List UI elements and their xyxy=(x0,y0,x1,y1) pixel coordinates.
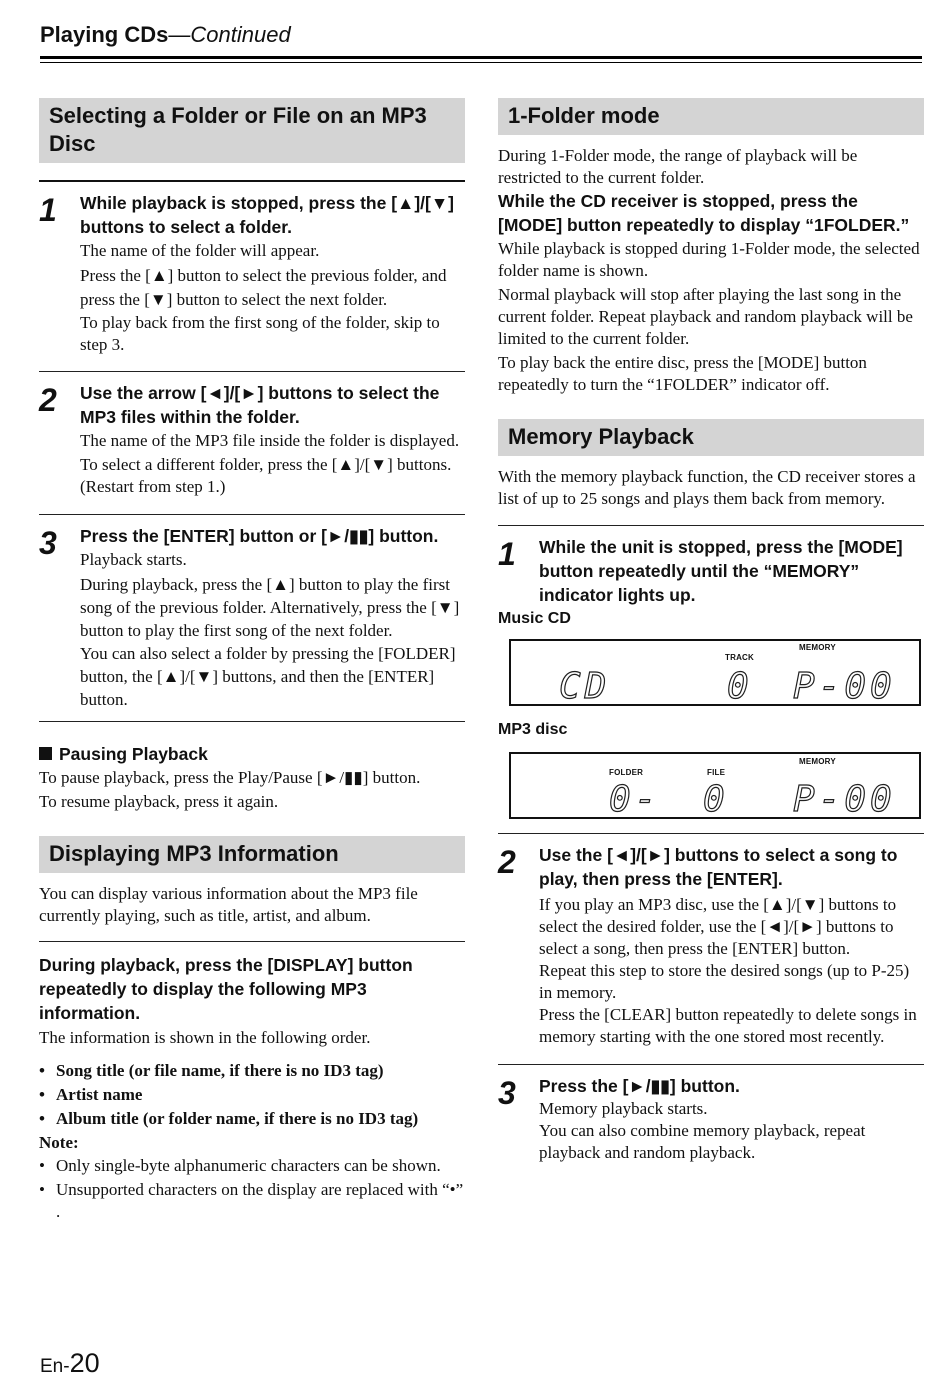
left-column xyxy=(39,98,465,1223)
list-item: • Artist name xyxy=(39,1083,465,1107)
section-title-display-mp3: Displaying MP3 Information xyxy=(39,836,465,873)
pausing-section xyxy=(39,742,465,813)
divider xyxy=(498,1064,924,1065)
step-number: 1 xyxy=(39,192,57,228)
instruction: During playback, press the [DISPLAY] button repeatedly to display the following MP3 information. xyxy=(39,955,413,1023)
page-header xyxy=(40,22,922,48)
pausing-text: To pause playback, press the Play/Pause [►/▮▮] button. xyxy=(39,768,421,787)
lcd-segment-memory: P-00 xyxy=(793,666,896,707)
step-text: During playback, press the [▲] button to play the first song of the previous folder. Alternatively, press the [▼] button to play the first song of the next folder. xyxy=(80,575,460,640)
paragraph: Normal playback will stop after playing the last song in the current folder. Repeat playback and random playback will be limited to the current folder. xyxy=(498,285,913,348)
step-heading: While playback is stopped, press the [▲]/[▼] buttons to select a folder. xyxy=(80,193,455,237)
note-item: • Unsupported characters on the display are replaced with “•” . xyxy=(39,1179,465,1223)
divider xyxy=(39,941,465,942)
step-1 xyxy=(39,191,465,356)
lcd-segment-track: 0 xyxy=(727,666,753,707)
paragraph: To play back the entire disc, press the [MODE] button repeatedly to turn the “1FOLDER” indicator off. xyxy=(498,353,867,394)
step-text: Memory playback starts. xyxy=(539,1099,708,1118)
pausing-text: To resume playback, press it again. xyxy=(39,792,279,811)
step-heading: Use the [◄]/[►] buttons to select a song to play, then press the [ENTER]. xyxy=(539,845,898,889)
step-2 xyxy=(39,381,465,498)
music-cd-label: Music CD xyxy=(498,610,571,627)
info-list xyxy=(39,1059,465,1131)
step-number: 2 xyxy=(498,844,516,880)
step-text: To select a different folder, press the [▲]/[▼] buttons. (Restart from step 1.) xyxy=(80,455,452,496)
section-intro: With the memory playback function, the CD receiver stores a list of up to 25 songs and plays them back from memory. xyxy=(498,467,916,508)
divider xyxy=(39,514,465,515)
note-label: Note: xyxy=(39,1133,79,1152)
step-text: If you play an MP3 disc, use the [▲]/[▼] buttons to select the desired folder, use the [◄]/[►] buttons to select a song, then press the [ENTER] button. xyxy=(539,895,897,958)
lcd-track-label: TRACK xyxy=(725,653,754,662)
step-text: The name of the MP3 file inside the folder is displayed. xyxy=(80,431,460,450)
lcd-segment-file: 0 xyxy=(703,779,729,820)
divider xyxy=(498,525,924,526)
step-number: 3 xyxy=(498,1075,516,1111)
step-text: Press the [▲] button to select the previous folder, and press the [▼] button to select the next folder. xyxy=(80,266,447,309)
memory-step-3 xyxy=(498,1074,924,1164)
list-item: • Song title (or file name, if there is no ID3 tag) xyxy=(39,1059,465,1083)
lcd-memory-label: MEMORY xyxy=(799,643,836,652)
lcd-segment-folder: 0- xyxy=(609,779,661,820)
page-prefix: En- xyxy=(40,1356,70,1375)
step-text: Playback starts. xyxy=(80,550,187,569)
order-text: The information is shown in the following order. xyxy=(39,1028,371,1047)
step-heading: Press the [ENTER] button or [►/▮▮] button. xyxy=(80,526,439,546)
list-item: • Album title (or folder name, if there is no ID3 tag) xyxy=(39,1107,465,1131)
step-heading: While the unit is stopped, press the [MODE] button repeatedly until the “MEMORY” indicator lights up. xyxy=(539,537,903,605)
lcd-display-mp3 xyxy=(509,752,921,819)
step-text: Press the [CLEAR] button repeatedly to delete songs in memory starting with the one stored most recently. xyxy=(539,1005,917,1046)
section-title-folder-mode: 1-Folder mode xyxy=(498,98,924,135)
step-text: The name of the folder will appear. xyxy=(80,241,320,260)
memory-step-2 xyxy=(498,843,924,1048)
lcd-display-cd xyxy=(509,639,921,706)
step-text: You can also select a folder by pressing the [FOLDER] button, the [▲]/[▼] buttons, and then the [ENTER] button. xyxy=(80,644,456,709)
step-text: Repeat this step to store the desired songs (up to P-25) in memory. xyxy=(539,961,910,1002)
step-number: 1 xyxy=(498,536,516,572)
page-number xyxy=(40,1348,100,1375)
section-title-memory-playback: Memory Playback xyxy=(498,419,924,456)
header-rule-thin xyxy=(40,62,922,63)
header-title: Playing CDs—Continued xyxy=(40,22,291,47)
divider xyxy=(39,180,465,182)
lcd-segment-memory: P-00 xyxy=(793,779,896,820)
divider xyxy=(498,833,924,834)
step-text: To play back from the first song of the folder, skip to step 3. xyxy=(80,313,440,354)
page-num: 20 xyxy=(69,1348,100,1375)
step-heading: Press the [►/▮▮] button. xyxy=(539,1076,740,1096)
memory-step-1 xyxy=(498,535,924,607)
step-text: You can also combine memory playback, repeat playback and random playback. xyxy=(539,1121,866,1162)
square-bullet-icon xyxy=(39,747,52,760)
lcd-memory-label: MEMORY xyxy=(799,757,836,766)
step-number: 3 xyxy=(39,525,57,561)
step-3 xyxy=(39,524,465,711)
divider xyxy=(39,721,465,722)
note-list xyxy=(39,1155,465,1223)
section-title-select-folder: Selecting a Folder or File on an MP3 Disc xyxy=(39,98,465,163)
instruction: While the CD receiver is stopped, press the [MODE] button repeatedly to display “1FOLDER.” xyxy=(498,191,910,235)
note-item: • Only single-byte alphanumeric characters can be shown. xyxy=(39,1155,465,1177)
section-intro: During 1-Folder mode, the range of playback will be restricted to the current folder. xyxy=(498,146,858,187)
step-heading: Use the arrow [◄]/[►] buttons to select the MP3 files within the folder. xyxy=(80,383,440,427)
step-number: 2 xyxy=(39,382,57,418)
right-column xyxy=(498,98,924,1164)
lcd-folder-label: FOLDER xyxy=(609,768,644,777)
section-intro: You can display various information about the MP3 file currently playing, such as title, artist, and album. xyxy=(39,884,418,925)
mp3-disc-label: MP3 disc xyxy=(498,721,568,738)
paragraph: While playback is stopped during 1-Folder mode, the selected folder name is shown. xyxy=(498,239,920,280)
lcd-file-label: FILE xyxy=(707,768,726,777)
header-rule xyxy=(40,56,922,59)
pausing-title: Pausing Playback xyxy=(39,742,465,766)
divider xyxy=(39,371,465,372)
lcd-segment-left: CD xyxy=(559,666,611,707)
